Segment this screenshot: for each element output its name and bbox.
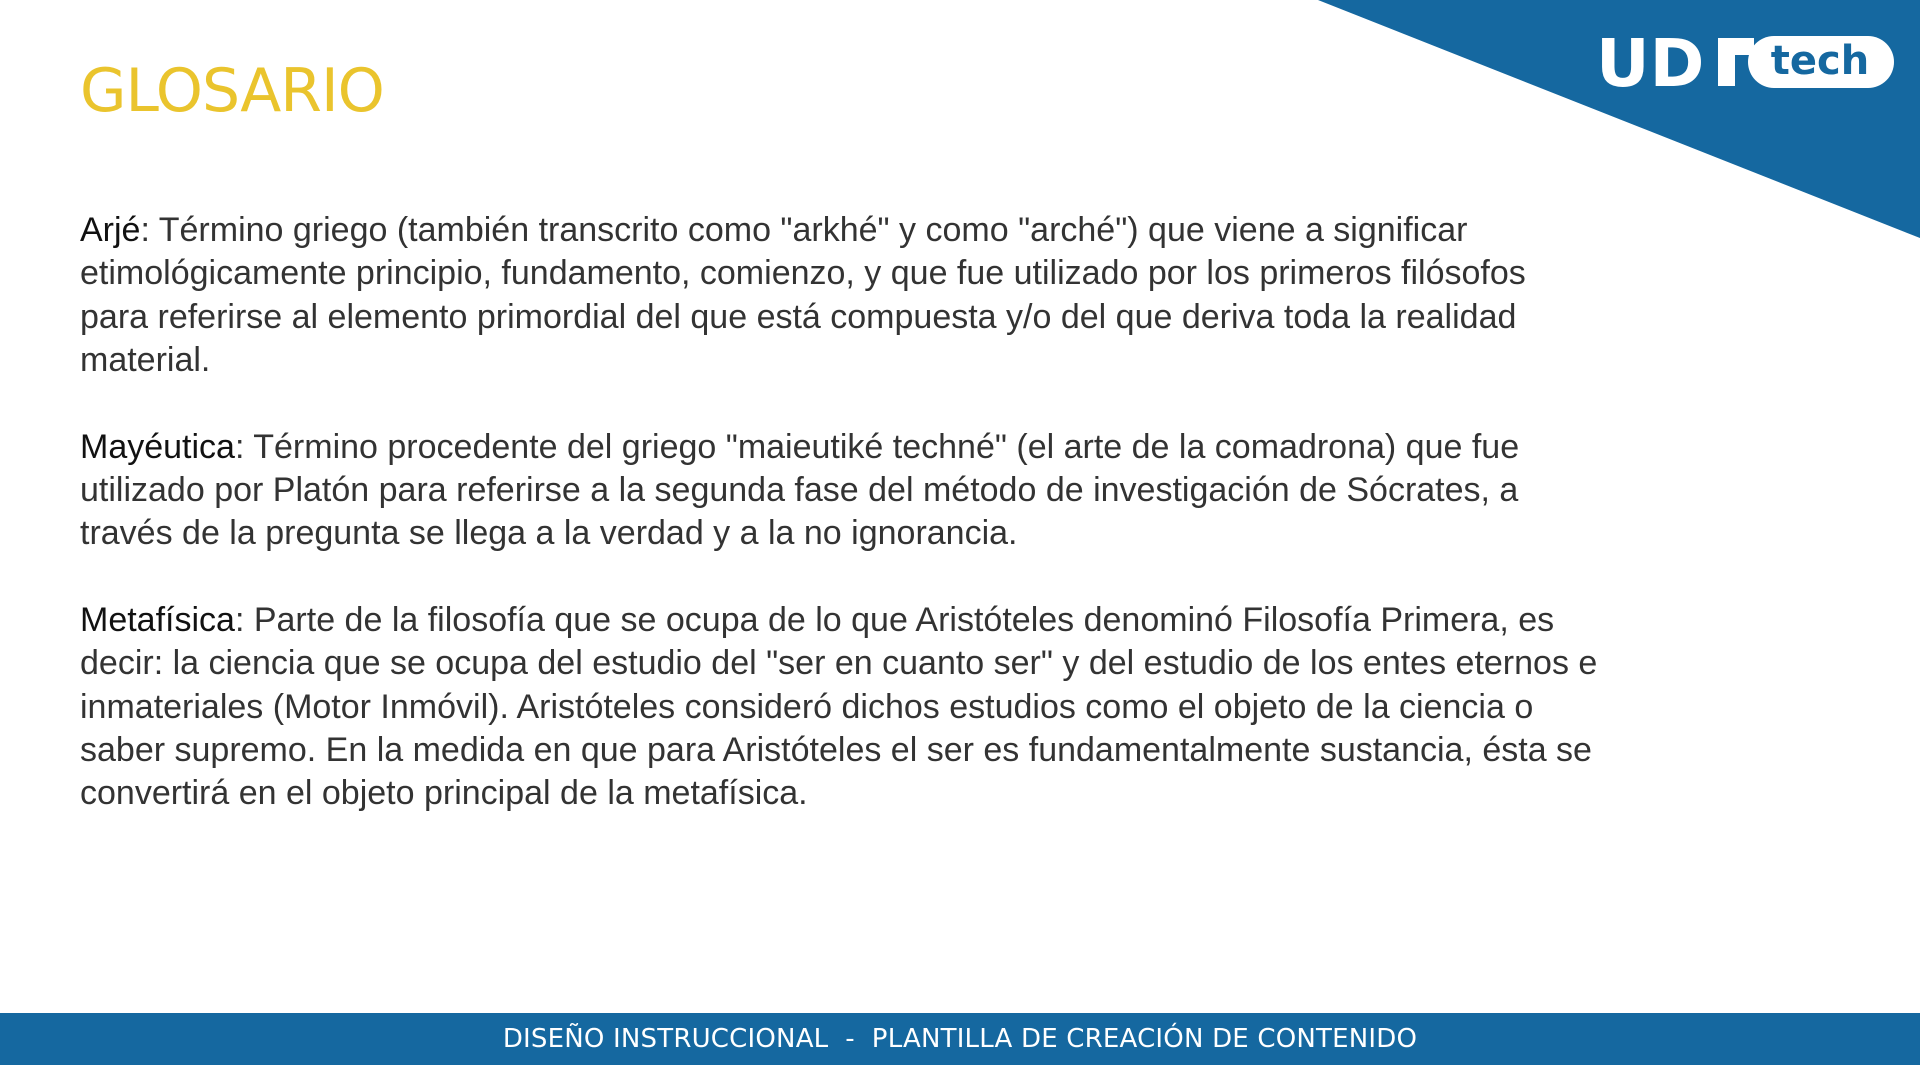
glossary-term: Mayéutica <box>80 427 235 466</box>
footer-text: DISEÑO INSTRUCCIONAL - PLANTILLA DE CREACIÓN DE CONTENIDO <box>502 1024 1418 1054</box>
glossary-entry-mayeutica <box>80 426 1600 556</box>
udi-tech-logo <box>1596 28 1894 94</box>
glossary-list <box>80 209 1600 859</box>
glossary-entry-metafisica <box>80 599 1600 816</box>
glossary-definition: : Término procedente del griego "maieutiké techné" (el arte de la comadrona) que fue utilizado por Platón para referirse a la segunda fase del método de investigación de Sócrates, a través de la pregunta se llega a la verdad y a la no ignorancia. <box>80 427 1520 553</box>
page-title: GLOSARIO <box>80 56 384 126</box>
glossary-term: Metafísica <box>80 600 235 639</box>
footer-bar <box>0 1013 1920 1065</box>
glossary-term: Arjé <box>80 211 141 249</box>
glossary-definition: : Parte de la filosofía que se ocupa de lo que Aristóteles denominó Filosofía Primera, es decir: la ciencia que se ocupa del estudio del "ser en cuanto ser" y del estudio de los entes eternos e inmateriales (Motor Inmóvil). Aristóteles consideró dichos estudios como el objeto de la ciencia o saber supremo. En la medida en que para Aristóteles el ser es fundamentalmente sustancia, ésta se convertirá en el objeto principal de la metafísica. <box>80 600 1598 813</box>
svg-text:tech: tech <box>1770 38 1870 84</box>
svg-text:UD: UD <box>1596 28 1705 94</box>
glossary-entry-arje <box>80 209 1600 383</box>
glossary-definition: : Término griego (también transcrito como "arkhé" y como "arché") que viene a significar etimológicamente principio, fundamento, comienzo, y que fue utilizado por los primeros filósofos para referirse al elemento primordial del que está compuesta y/o del que deriva toda la realidad material. <box>80 211 1526 380</box>
